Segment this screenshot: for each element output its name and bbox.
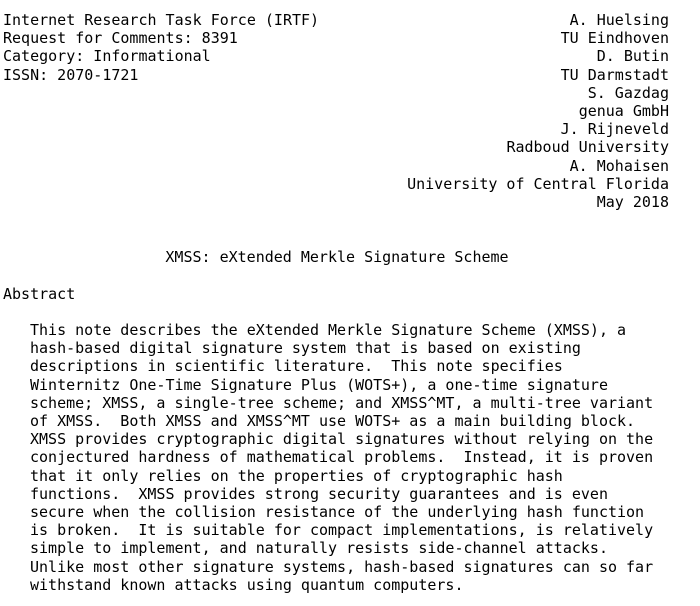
abstract-line: scheme; XMSS, a single-tree scheme; and XMSS^MT, a multi-tree variant	[30, 393, 654, 412]
author-name: A. Mohaisen	[569, 156, 669, 175]
abstract-line: withstand known attacks using quantum computers.	[30, 575, 464, 594]
abstract-line: Winternitz One-Time Signature Plus (WOTS+), a one-time signature	[30, 375, 608, 394]
abstract-line: that it only relies on the properties of cryptographic hash	[30, 466, 563, 485]
abstract-line: XMSS provides cryptographic digital signatures without relying on the	[30, 430, 654, 449]
header-authors-block	[407, 11, 669, 211]
header-organization: Internet Research Task Force (IRTF)	[3, 11, 320, 29]
abstract-line: conjectured hardness of mathematical problems. Instead, it is proven	[30, 448, 654, 467]
header-rfc-number: Request for Comments: 8391	[3, 29, 238, 48]
abstract-line: descriptions in scientific literature. This note specifies	[30, 357, 563, 376]
abstract-line: hash-based digital signature system that is based on existing	[30, 339, 581, 358]
abstract-body	[30, 321, 697, 594]
header-issn: ISSN: 2070-1721	[3, 65, 139, 84]
author-name: S. Gazdag	[587, 83, 669, 102]
abstract-line: This note describes the eXtended Merkle Signature Scheme (XMSS), a	[30, 321, 627, 339]
author-name: A. Huelsing	[569, 11, 669, 29]
rfc-page	[3, 11, 697, 594]
author-affiliation: genua GmbH	[578, 102, 669, 121]
abstract-line: simple to implement, and naturally resists side-channel attacks.	[30, 539, 608, 558]
author-affiliation: University of Central Florida	[407, 174, 669, 193]
author-affiliation: TU Eindhoven	[560, 29, 669, 48]
document-header	[3, 11, 697, 213]
abstract-line: functions. XMSS provides strong security guarantees and is even	[30, 484, 608, 503]
abstract-line: of XMSS. Both XMSS and XMSS^MT use WOTS+ as a main building block.	[30, 412, 636, 431]
author-affiliation: TU Darmstadt	[560, 65, 669, 84]
header-left-block	[3, 11, 319, 84]
author-name: D. Butin	[596, 47, 669, 66]
abstract-line: secure when the collision resistance of the underlying hash function	[30, 503, 645, 522]
abstract-line: is broken. It is suitable for compact implementations, is relatively	[30, 521, 654, 540]
document-title: XMSS: eXtended Merkle Signature Scheme	[165, 248, 509, 266]
header-category: Category: Informational	[3, 47, 211, 66]
author-affiliation: Radboud University	[506, 138, 669, 157]
abstract-line: Unlike most other signature systems, hash-based signatures can so far	[30, 557, 654, 576]
abstract-heading: Abstract	[3, 285, 76, 303]
author-name: J. Rijneveld	[560, 120, 669, 139]
publication-date: May 2018	[596, 193, 669, 212]
